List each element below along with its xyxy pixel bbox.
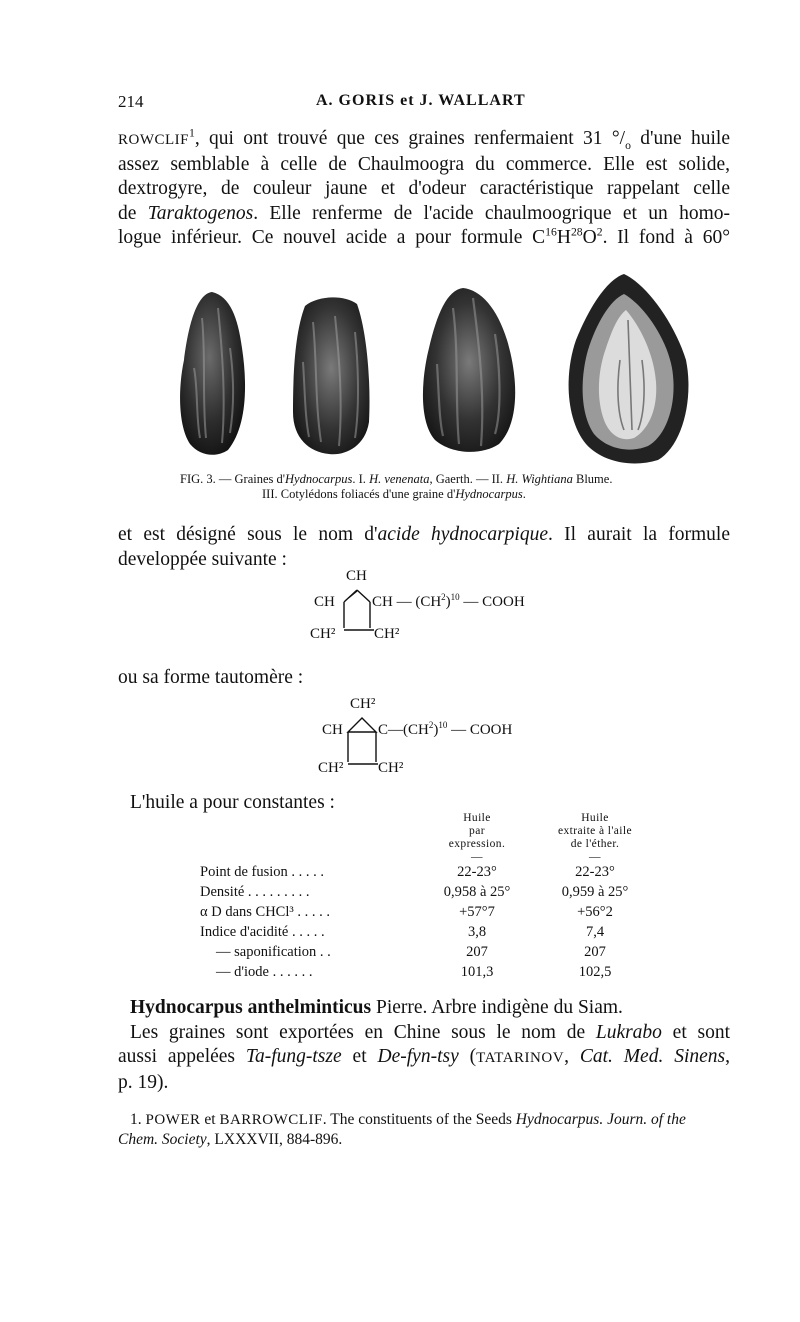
text-line: ROWCLIF$^1$, qui ont trouvé que ces graines renfermaient 31 $^\circ/_o$ d'une huile: [118, 126, 730, 152]
footnote-line: Chem. Society, LXXXVII, 884-896.: [118, 1131, 343, 1148]
acid-name: acide hydnocarpique: [377, 524, 548, 545]
caption-line: III. Cotylédons foliacés d'une graine d'Hydnocarpus.: [262, 487, 526, 501]
constants-label: L'huile a pour constantes :: [130, 792, 335, 813]
page-number: 214: [118, 92, 144, 111]
ring-bonds: [344, 716, 380, 764]
structural-formula-2: CH² CH $C—(CH^2)^{10}$ — COOH CH² CH²: [318, 696, 513, 776]
acid-paragraph: [118, 523, 730, 572]
running-head: [0, 92, 800, 114]
caption-line: FIG. 3. — Graines d'Hydnocarpus. I. H. venenata, Gaerth. — II. H. Wightiana Blume.: [180, 472, 613, 486]
seed-illustration-3: [415, 284, 525, 456]
figure-caption: [180, 472, 700, 502]
cotyledon-illustration: [562, 270, 696, 466]
column-header-ether: Huile extraite à l'aile de l'éther. —: [558, 812, 632, 863]
ring-base-bond: [348, 762, 378, 766]
table-row: α D dans CHCl³ . . . . . +57°7 +56°2: [200, 904, 613, 920]
text-line: dextrogyre, de couleur jaune et d'odeur caractéristique rappelant celle: [118, 178, 730, 200]
tautomer-label: ou sa forme tautomère :: [118, 667, 304, 688]
text-line: p. 19).: [118, 1071, 169, 1093]
genus-name: Taraktogenos: [147, 202, 254, 224]
ring-base-bond: [344, 628, 374, 632]
structural-formula-1: CH CH CH — $(CH^2)^{10}$ — COOH CH² CH²: [310, 568, 525, 642]
text-line: Les graines sont exportées en Chine sous le nom de Lukrabo et sont: [130, 1021, 730, 1043]
footnote: [118, 1110, 730, 1150]
column-header-expression: Huile par expression. —: [448, 812, 506, 863]
species-paragraph: [118, 996, 730, 1095]
text-line: aussi appelées Ta-fung-tsze et De-fyn-tsy (TATARINOV, Cat. Med. Sinens,: [118, 1046, 730, 1068]
footnote-ref: 1: [189, 126, 195, 140]
table-row: — saponification . . 207 207: [216, 944, 606, 960]
text-line: logue inférieur. Ce nouvel acide a pour formule $C^{16}H^{28}O^2$. Il fond à 60°: [118, 225, 730, 249]
table-row: Densité . . . . . . . . . 0,958 à 25° 0,959 à 25°: [200, 884, 629, 900]
seed-figure: [150, 280, 710, 468]
table-row: Point de fusion . . . . . 22-23° 22-23°: [200, 864, 615, 880]
intro-paragraph: [118, 127, 730, 251]
text-line: developpée suivante :: [118, 548, 287, 570]
table-row: Indice d'acidité . . . . . 3,8 7,4: [200, 924, 605, 940]
author-name: ROWCLIF: [118, 132, 189, 148]
running-title: A. GORIS et J. WALLART: [316, 92, 526, 109]
text-line: de Taraktogenos. Elle renferme de l'acide chaulmoogrique et un homo-: [118, 202, 730, 224]
seed-illustration-1: [172, 288, 254, 458]
table-row: — d'iode . . . . . . 101,3 102,5: [216, 964, 612, 980]
text-line: et est désigné sous le nom d'acide hydnocarpique. Il aurait la formule: [118, 524, 731, 545]
ring-bonds: [340, 588, 374, 630]
species-name: Hydnocarpus anthelminticus: [130, 997, 372, 1018]
footnote-line: 1. POWER et BARROWCLIF. The constituents of the Seeds Hydnocarpus. Journ. of the: [130, 1111, 686, 1128]
text-line: Hydnocarpus anthelminticus Pierre. Arbre indigène du Siam.: [130, 997, 623, 1018]
seed-illustration-2: [285, 292, 377, 458]
text-line: assez semblable à celle de Chaulmoogra du commerce. Elle est solide,: [118, 153, 730, 175]
